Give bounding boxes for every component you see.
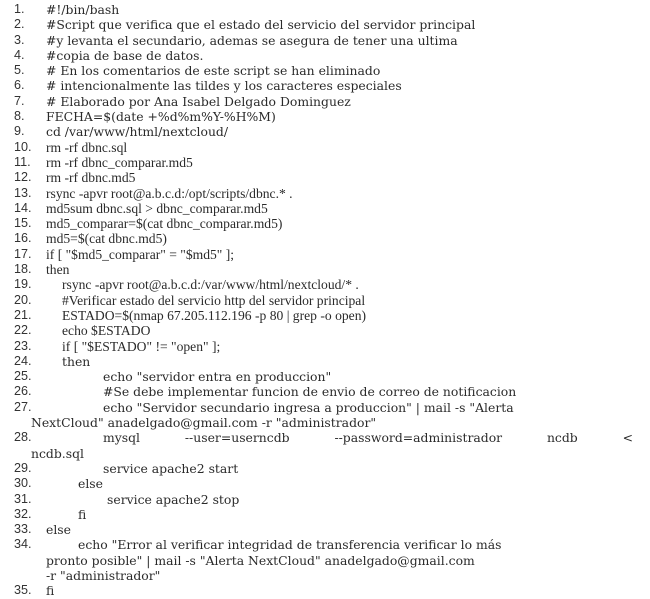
line-text: if [ "$md5_comparar" = "$md5" ]; [46, 246, 235, 262]
line-text: # En los comentarios de este script se han eliminado [46, 63, 381, 79]
line-text: echo "servidor entra en produccion" [103, 369, 332, 385]
code-line [0, 201, 650, 216]
code-line [0, 155, 650, 170]
code-line [0, 507, 650, 522]
code-line [0, 369, 650, 384]
code-listing [0, 2, 650, 599]
line-number: 9. [14, 124, 25, 139]
code-line [0, 583, 650, 598]
line-number: 16. [14, 231, 32, 246]
code-line [0, 140, 650, 155]
code-line [0, 33, 650, 48]
line-number: 24. [14, 353, 32, 368]
line-text: then [62, 353, 91, 369]
line-text: # intencionalmente las tildes y los caracteres especiales [46, 78, 402, 94]
line-text: echo "Error al verificar integridad de transferencia verificar lo más [78, 537, 502, 553]
line-number: 3. [14, 32, 25, 47]
line-text: else [78, 476, 103, 492]
line-text: ESTADO=$(nmap 67.205.112.196 -p 80 | grep -o open) [62, 307, 367, 323]
code-line [0, 293, 650, 308]
code-line [0, 186, 650, 201]
code-line [0, 262, 650, 277]
line-number: 8. [14, 109, 25, 124]
line-number: 12. [14, 170, 32, 185]
line-text: if [ "$ESTADO" != "open" ]; [62, 338, 221, 354]
line-text: ncdb.sql [31, 445, 84, 461]
line-text: -r "administrador" [46, 567, 161, 583]
code-line [0, 94, 650, 109]
line-text: else [46, 522, 71, 538]
line-text [103, 430, 633, 445]
token: --user=userncdb [184, 430, 290, 446]
line-number: 15. [14, 216, 32, 231]
line-number: 13. [14, 185, 32, 200]
line-number: 32. [14, 506, 32, 521]
code-line [0, 384, 650, 399]
line-text: service apache2 stop [107, 491, 240, 507]
line-number: 17. [14, 246, 32, 261]
code-line-continuation [0, 446, 650, 461]
line-number: 11. [14, 154, 31, 169]
token: < [622, 430, 633, 446]
line-text: service apache2 start [103, 460, 239, 476]
code-line [0, 430, 650, 445]
code-line [0, 216, 650, 231]
line-text: echo $ESTADO [62, 323, 151, 339]
line-text: #Verificar estado del servicio http del servidor principal [62, 292, 366, 308]
line-text: fi [46, 583, 55, 599]
line-number: 6. [14, 78, 25, 93]
code-line [0, 170, 650, 185]
line-number: 21. [14, 307, 32, 322]
line-text: NextCloud" anadelgado@gmail.com -r "administrador" [31, 415, 377, 431]
token: ncdb [546, 430, 578, 446]
code-line-continuation [0, 568, 650, 583]
code-line [0, 339, 650, 354]
line-number: 30. [14, 476, 32, 491]
line-number: 2. [14, 17, 25, 32]
line-number: 19. [14, 277, 32, 292]
code-line [0, 522, 650, 537]
line-text: rsync -apvr root@a.b.c.d:/var/www/html/nextcloud/* . [62, 277, 359, 293]
line-number: 33. [14, 522, 32, 537]
line-text: FECHA=$(date +%d%m%Y-%H%M) [46, 109, 276, 125]
line-text: #Se debe implementar funcion de envio de correo de notificacion [103, 384, 517, 400]
code-line [0, 2, 650, 17]
line-number: 28. [14, 430, 32, 445]
code-line [0, 109, 650, 124]
code-line [0, 124, 650, 139]
line-text: rm -rf dbnc.sql [46, 139, 128, 155]
line-number: 1. [14, 2, 25, 16]
line-number: 5. [14, 63, 25, 78]
line-text: pronto posible" | mail -s "Alerta NextCloud" anadelgado@gmail.com [46, 552, 475, 568]
code-line [0, 231, 650, 246]
code-line [0, 48, 650, 63]
code-line [0, 308, 650, 323]
code-line-continuation [0, 553, 650, 568]
line-text: rm -rf dbnc.md5 [46, 170, 136, 186]
line-number: 4. [14, 47, 25, 62]
line-text: #Script que verifica que el estado del servicio del servidor principal [46, 17, 476, 33]
code-line [0, 277, 650, 292]
line-number: 27. [14, 399, 32, 414]
line-text: rsync -apvr root@a.b.c.d:/opt/scripts/dbnc.* . [46, 185, 293, 201]
line-text: md5sum dbnc.sql > dbnc_comparar.md5 [46, 200, 268, 216]
code-line [0, 400, 650, 415]
line-number: 22. [14, 323, 32, 338]
line-text: fi [78, 506, 87, 522]
line-number: 29. [14, 460, 32, 475]
line-number: 25. [14, 369, 32, 384]
line-text: # Elaborado por Ana Isabel Delgado Dominguez [46, 93, 351, 109]
code-line [0, 354, 650, 369]
line-text: then [46, 262, 70, 278]
code-line [0, 323, 650, 338]
line-text: md5=$(cat dbnc.md5) [46, 231, 167, 247]
code-line [0, 247, 650, 262]
line-text: md5_comparar=$(cat dbnc_comparar.md5) [46, 216, 283, 232]
code-line [0, 63, 650, 78]
line-number: 20. [14, 292, 32, 307]
line-number: 23. [14, 338, 32, 353]
code-line [0, 537, 650, 552]
line-text: echo "Servidor secundario ingresa a produccion" | mail -s "Alerta [103, 399, 514, 415]
line-number: 18. [14, 262, 32, 277]
line-text: cd /var/www/html/nextcloud/ [46, 124, 229, 140]
line-text: #y levanta el secundario, ademas se asegura de tener una ultima [46, 32, 458, 48]
line-number: 31. [14, 491, 32, 506]
line-text: rm -rf dbnc_comparar.md5 [46, 154, 193, 170]
line-number: 34. [14, 537, 32, 552]
line-number: 10. [14, 139, 32, 154]
line-text: #copia de base de datos. [46, 47, 204, 63]
token: --password=administrador [334, 430, 503, 446]
line-number: 26. [14, 384, 32, 399]
code-line [0, 78, 650, 93]
code-line [0, 461, 650, 476]
code-line [0, 492, 650, 507]
line-text: #!/bin/bash [46, 2, 120, 17]
line-number: 35. [14, 583, 32, 598]
line-number: 7. [14, 93, 25, 108]
line-number: 14. [14, 200, 32, 215]
code-line-continuation [0, 415, 650, 430]
code-line [0, 476, 650, 491]
code-line [0, 17, 650, 32]
token: mysql [103, 430, 141, 446]
